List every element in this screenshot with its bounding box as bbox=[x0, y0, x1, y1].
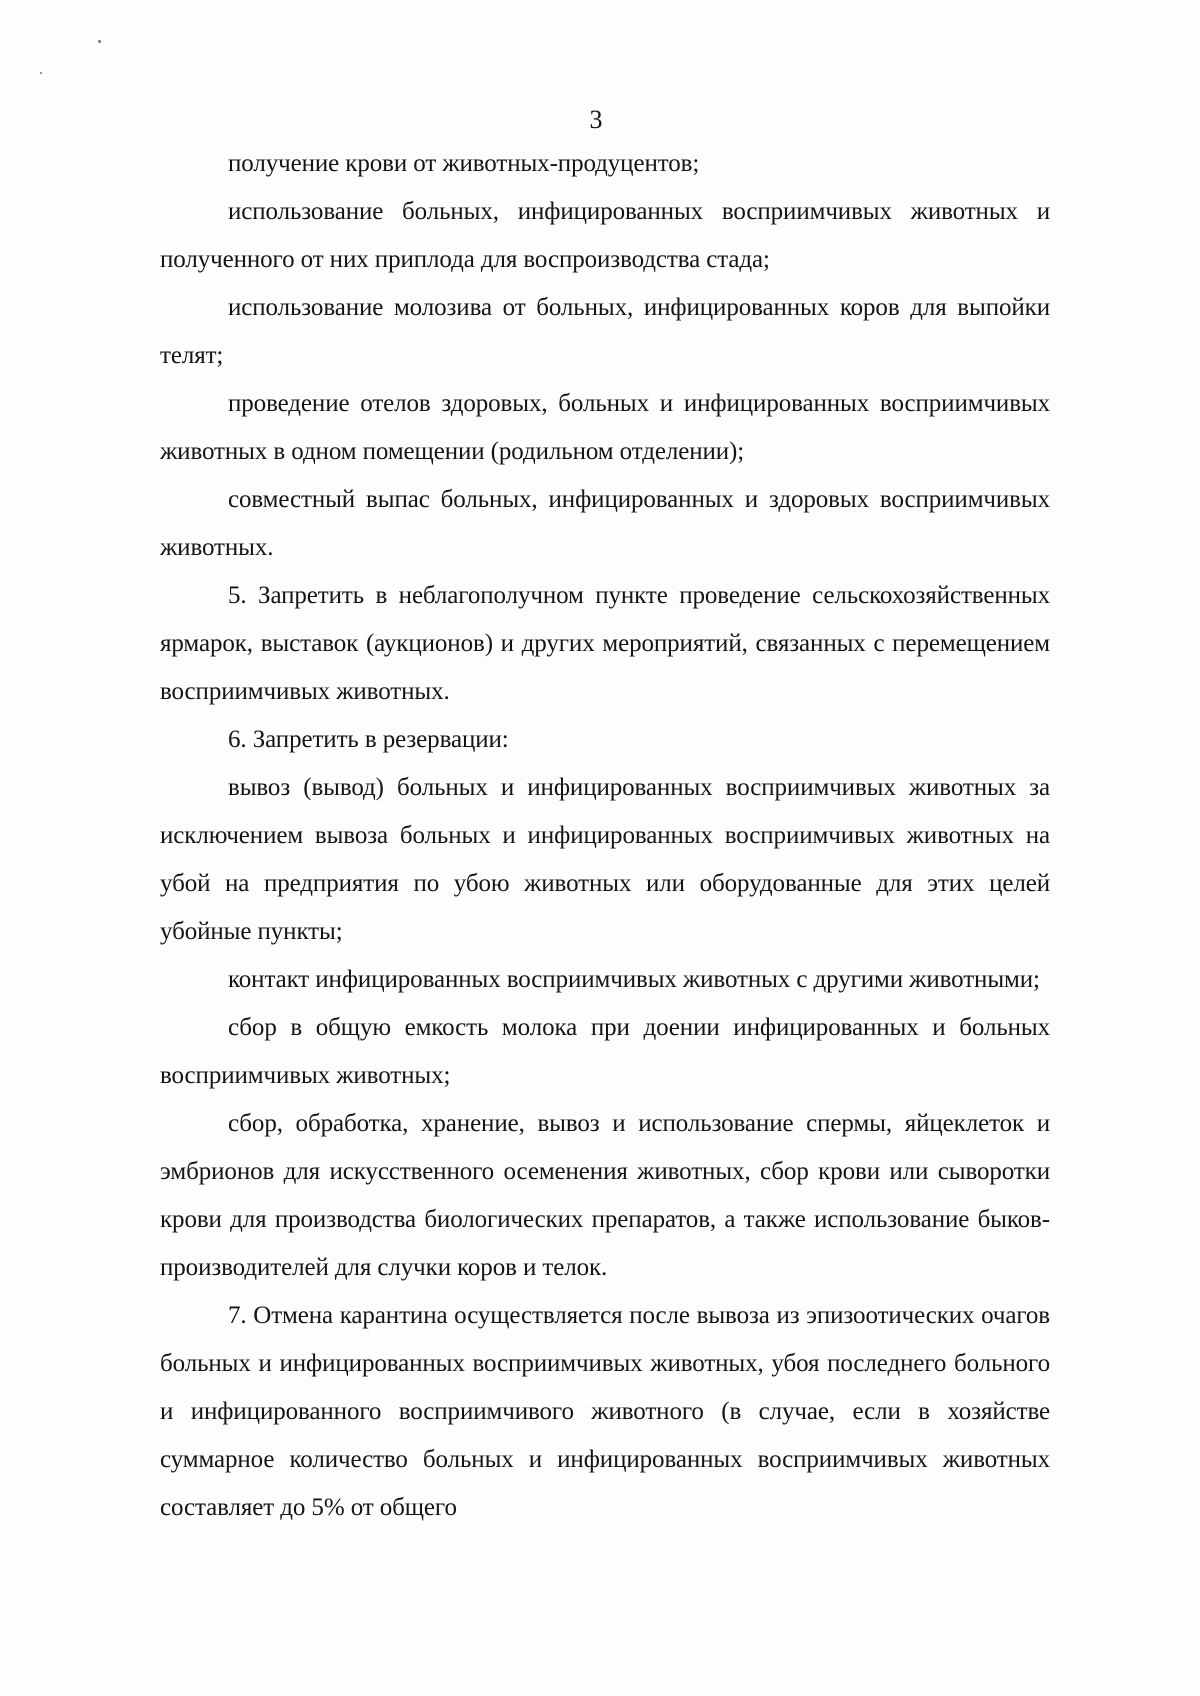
paragraph: совместный выпас больных, инфицированных и здоровых восприимчивых животных. bbox=[160, 486, 1050, 561]
paragraph: сбор в общую емкость молока при доении инфицированных и больных восприимчивых животных; bbox=[160, 1014, 1050, 1089]
scan-speck bbox=[40, 72, 42, 74]
paragraph: 6. Запретить в резервации: bbox=[228, 726, 509, 753]
document-body bbox=[160, 140, 1050, 1532]
scan-speck bbox=[98, 40, 101, 43]
paragraph: использование молозива от больных, инфицированных коров для выпойки телят; bbox=[160, 294, 1050, 369]
paragraph: использование больных, инфицированных восприимчивых животных и полученного от них приплода для воспроизводства стада; bbox=[160, 198, 1050, 273]
paragraph: сбор, обработка, хранение, вывоз и использование спермы, яйцеклеток и эмбрионов для искусственного осеменения животных, сбор крови или сыворотки крови для производства биологических препаратов, а также использование быков-производителей для случки коров и телок. bbox=[160, 1110, 1050, 1281]
page-number: 3 bbox=[589, 105, 603, 134]
paragraph: 5. Запретить в неблагополучном пункте проведение сельскохозяйственных ярмарок, выставок (аукционов) и других мероприятий, связанных с перемещением восприимчивых животных. bbox=[160, 582, 1050, 705]
paragraph: 7. Отмена карантина осуществляется после вывоза из эпизоотических очагов больных и инфицированных восприимчивых животных, убоя последнего больного и инфицированного восприимчивого животного (в случае, если в хозяйстве суммарное количество больных и инфицированных восприимчивых животных составляет до 5% от общего bbox=[160, 1302, 1050, 1521]
paragraph: получение крови от животных-продуцентов; bbox=[228, 150, 700, 177]
paragraph: контакт инфицированных восприимчивых животных с другими животными; bbox=[228, 966, 1040, 993]
paragraph: вывоз (вывод) больных и инфицированных восприимчивых животных за исключением вывоза больных и инфицированных восприимчивых животных на убой на предприятия по убою животных или оборудованные для этих целей убойные пункты; bbox=[160, 774, 1050, 945]
paragraph: проведение отелов здоровых, больных и инфицированных восприимчивых животных в одном помещении (родильном отделении); bbox=[160, 390, 1050, 465]
